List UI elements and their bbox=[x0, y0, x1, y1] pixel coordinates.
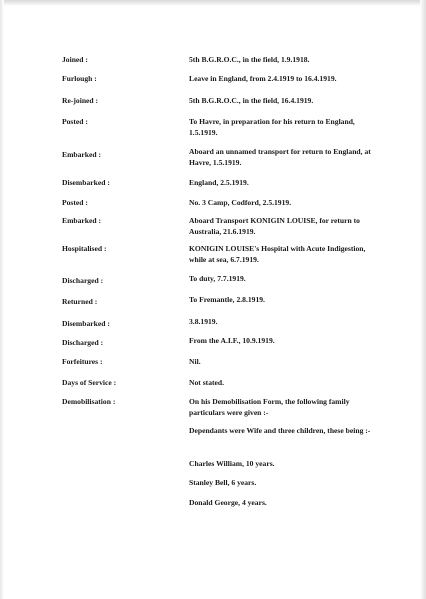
field-label: Demobilisation : bbox=[62, 397, 116, 406]
field-label: Days of Service : bbox=[62, 378, 117, 387]
page-shadow-left bbox=[0, 0, 4, 599]
field-value: From the A.I.F., 10.9.1919. bbox=[189, 336, 275, 345]
child-entry: Stanley Bell, 6 years. bbox=[189, 478, 257, 487]
page-shadow-right bbox=[420, 0, 426, 599]
field-label: Posted : bbox=[62, 117, 88, 126]
field-value: Leave in England, from 2.4.1919 to 16.4.1919. bbox=[189, 74, 337, 83]
field-value: 5th B.G.R.O.C., in the field, 16.4.1919. bbox=[189, 96, 314, 105]
field-value: No. 3 Camp, Codford, 2.5.1919. bbox=[189, 198, 292, 207]
field-label: Embarked : bbox=[62, 150, 102, 159]
field-label: Re-joined : bbox=[62, 96, 99, 105]
field-label: Discharged : bbox=[62, 338, 104, 347]
child-entry: Charles William, 10 years. bbox=[189, 459, 275, 468]
field-label: Embarked : bbox=[62, 216, 102, 225]
page-shadow-top bbox=[0, 0, 426, 6]
child-entry: Donald George, 4 years. bbox=[189, 498, 267, 507]
field-value: To Havre, in preparation for his return to England, 1.5.1919. bbox=[189, 117, 355, 137]
field-label: Returned : bbox=[62, 297, 98, 306]
field-value: To Fremantle, 2.8.1919. bbox=[189, 295, 265, 304]
field-value: 5th B.G.R.O.C., in the field, 1.9.1918. bbox=[189, 55, 310, 64]
field-label: Discharged : bbox=[62, 276, 104, 285]
field-label: Furlough : bbox=[62, 74, 97, 83]
field-value: Nil. bbox=[189, 357, 201, 366]
field-value: 3.8.1919. bbox=[189, 317, 218, 326]
field-value: To duty, 7.7.1919. bbox=[189, 274, 246, 283]
field-label: Disembarked : bbox=[62, 319, 110, 328]
field-label: Hospitalised : bbox=[62, 244, 107, 253]
field-label: Forfeitures : bbox=[62, 357, 103, 366]
field-value: Not stated. bbox=[189, 378, 225, 387]
field-label: Posted : bbox=[62, 198, 88, 207]
field-value: Aboard an unnamed transport for return to England, at Havre, 1.5.1919. bbox=[189, 147, 371, 167]
field-value: England, 2.5.1919. bbox=[189, 178, 249, 187]
field-label: Joined : bbox=[62, 55, 88, 64]
field-value: KONIGIN LOUISE's Hospital with Acute Indigestion, while at sea, 6.7.1919. bbox=[189, 244, 366, 264]
dependants-statement: Dependants were Wife and three children, these being :- bbox=[189, 426, 371, 435]
field-value: Aboard Transport KONIGIN LOUISE, for return to Australia, 21.6.1919. bbox=[189, 216, 360, 236]
field-value: On his Demobilisation Form, the following family particulars were given :- bbox=[189, 397, 350, 417]
field-label: Disembarked : bbox=[62, 178, 110, 187]
